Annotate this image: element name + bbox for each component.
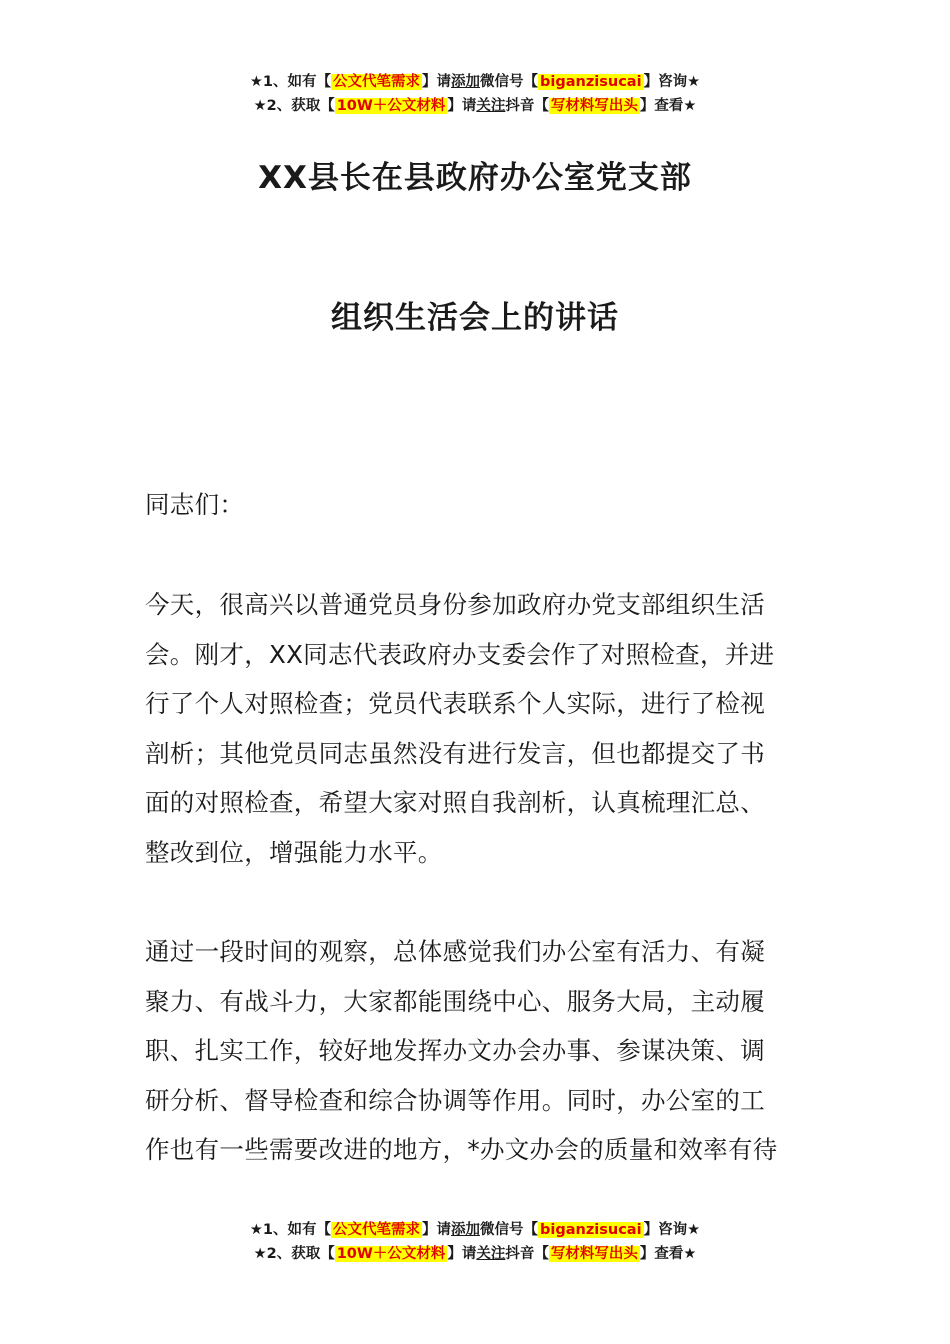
promo-line-1 [0,70,950,94]
paragraph-line: 聚力、有战斗力，大家都能围绕中心、服务大局，主动履 [145,986,765,1016]
promo-text: 】咨询★ [643,1222,701,1238]
promo-text: 微信号【 [480,1222,539,1238]
paragraph-line: 行了个人对照检查；党员代表联系个人实际，进行了检视 [145,689,765,718]
promo-highlight: 写材料写出头 [550,98,638,114]
paragraph-line: 今天，很高兴以普通党员身份参加政府办党支部组织生活 [145,590,765,619]
paragraph-line: 研分析、督导检查和综合协调等作用。同时，办公室的工 [145,1085,765,1115]
promo-underline: 添加 [451,74,481,90]
promo-text: ★2、获取【 [253,98,335,114]
paragraph-line: 作也有一些需要改进的地方，*办文办会的质量和效率有待 [145,1135,778,1164]
promo-underline: 添加 [451,1222,481,1238]
greeting: 同志们： [145,490,245,519]
promo-text: 】请 [447,1246,477,1262]
promo-text: 】请 [422,1222,452,1238]
promo-highlight: biganzisucai [540,1222,642,1238]
promo-banner-top [0,70,950,118]
promo-underline: 关注 [476,1246,506,1262]
paragraph-line: 剖析；其他党员同志虽然没有进行发言，但也都提交了书 [145,738,765,768]
promo-text: 】请 [447,98,477,114]
promo-text: 抖音【 [505,1246,549,1262]
document-title-line-2: 组织生活会上的讲话 [331,300,619,336]
promo-text: 抖音【 [505,98,549,114]
paragraph-line: 会。刚才，XX同志代表政府办支委会作了对照检查，并进 [145,639,775,669]
paragraph-line: 整改到位，增强能力水平。 [145,837,443,867]
promo-line-2 [0,1242,950,1266]
body-paragraph-1 [145,580,805,877]
document-title-line-1: XX县长在县政府办公室党支部 [258,160,692,196]
promo-text: 】查看★ [639,1246,697,1262]
promo-text: 】查看★ [639,98,697,114]
promo-highlight: 公文代笔需求 [333,74,421,90]
promo-text: 】请 [422,74,452,90]
promo-text: ★2、获取【 [253,1246,335,1262]
promo-underline: 关注 [476,98,506,114]
promo-line-1 [0,1218,950,1242]
body-paragraph-2 [145,927,805,1175]
promo-text: ★1、如有【 [249,74,332,90]
promo-text: ★1、如有【 [249,1222,332,1238]
promo-highlight: 写材料写出头 [550,1246,638,1262]
promo-highlight: 10W＋公文材料 [336,98,446,114]
promo-banner-bottom [0,1218,950,1266]
paragraph-line: 职、扎实工作，较好地发挥办文办会办事、参谋决策、调 [145,1036,765,1065]
promo-highlight: biganzisucai [540,74,642,90]
promo-highlight: 10W＋公文材料 [336,1246,446,1262]
paragraph-line: 面的对照检查，希望大家对照自我剖析，认真梳理汇总、 [145,788,765,817]
paragraph-line: 通过一段时间的观察，总体感觉我们办公室有活力、有凝 [145,937,765,966]
promo-text: 】咨询★ [643,74,701,90]
promo-highlight: 公文代笔需求 [333,1222,421,1238]
promo-text: 微信号【 [480,74,539,90]
promo-line-2 [0,94,950,118]
